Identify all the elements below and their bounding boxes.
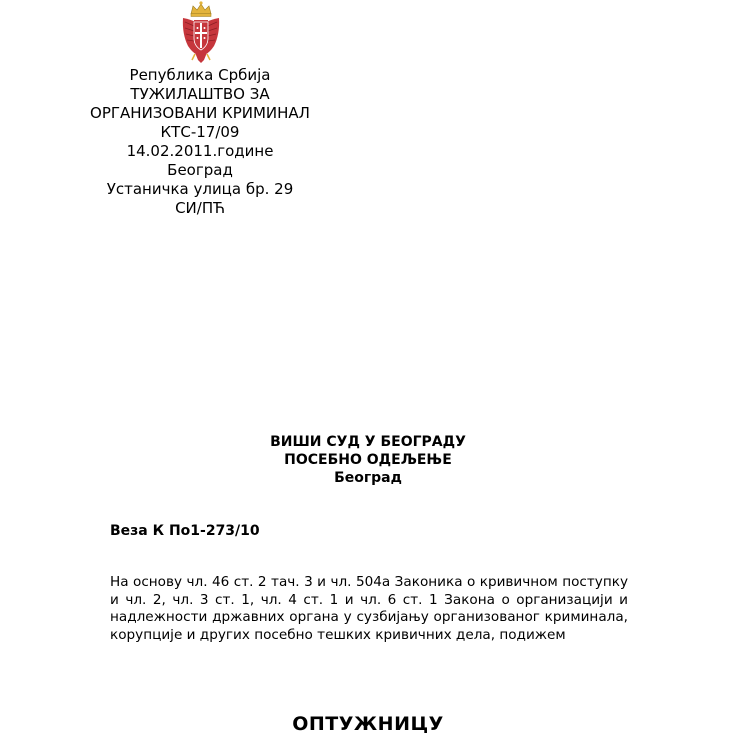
header-initials: СИ/ПЋ <box>175 199 225 217</box>
court-addressee <box>218 433 518 487</box>
court-city: Београд <box>334 470 402 486</box>
header-office-line1: ТУЖИЛАШТВО ЗА <box>130 85 270 103</box>
header-date: 14.02.2011.године <box>126 142 274 160</box>
header-case-number: КТС-17/09 <box>160 123 240 141</box>
serbian-coat-of-arms-icon <box>180 0 222 64</box>
document-heading: ОПТУЖНИЦУ <box>292 713 444 735</box>
court-name: ВИШИ СУД У БЕОГРАДУ <box>270 434 466 450</box>
case-reference: Веза К По1-273/10 <box>110 523 260 539</box>
court-department: ПОСЕБНО ОДЕЉЕЊЕ <box>284 452 452 468</box>
header-office-line2: ОРГАНИЗОВАНИ КРИМИНАЛ <box>90 104 310 122</box>
prosecutor-office-header <box>70 66 330 218</box>
body-paragraph: На основу чл. 46 ст. 2 тач. 3 и чл. 504а Законика о кривичном поступку и чл. 2, чл. 3 ст. 1, чл. 4 ст. 1 и чл. 6 ст. 1 Закона о организацији и надлежности државних органа у сузбијању организованог криминала, корупције и других посебно тешких кривичних дела, подижем <box>110 574 628 643</box>
header-address: Устаничка улица бр. 29 <box>106 180 294 198</box>
header-country: Република Србија <box>129 66 271 84</box>
header-city: Београд <box>167 161 233 179</box>
